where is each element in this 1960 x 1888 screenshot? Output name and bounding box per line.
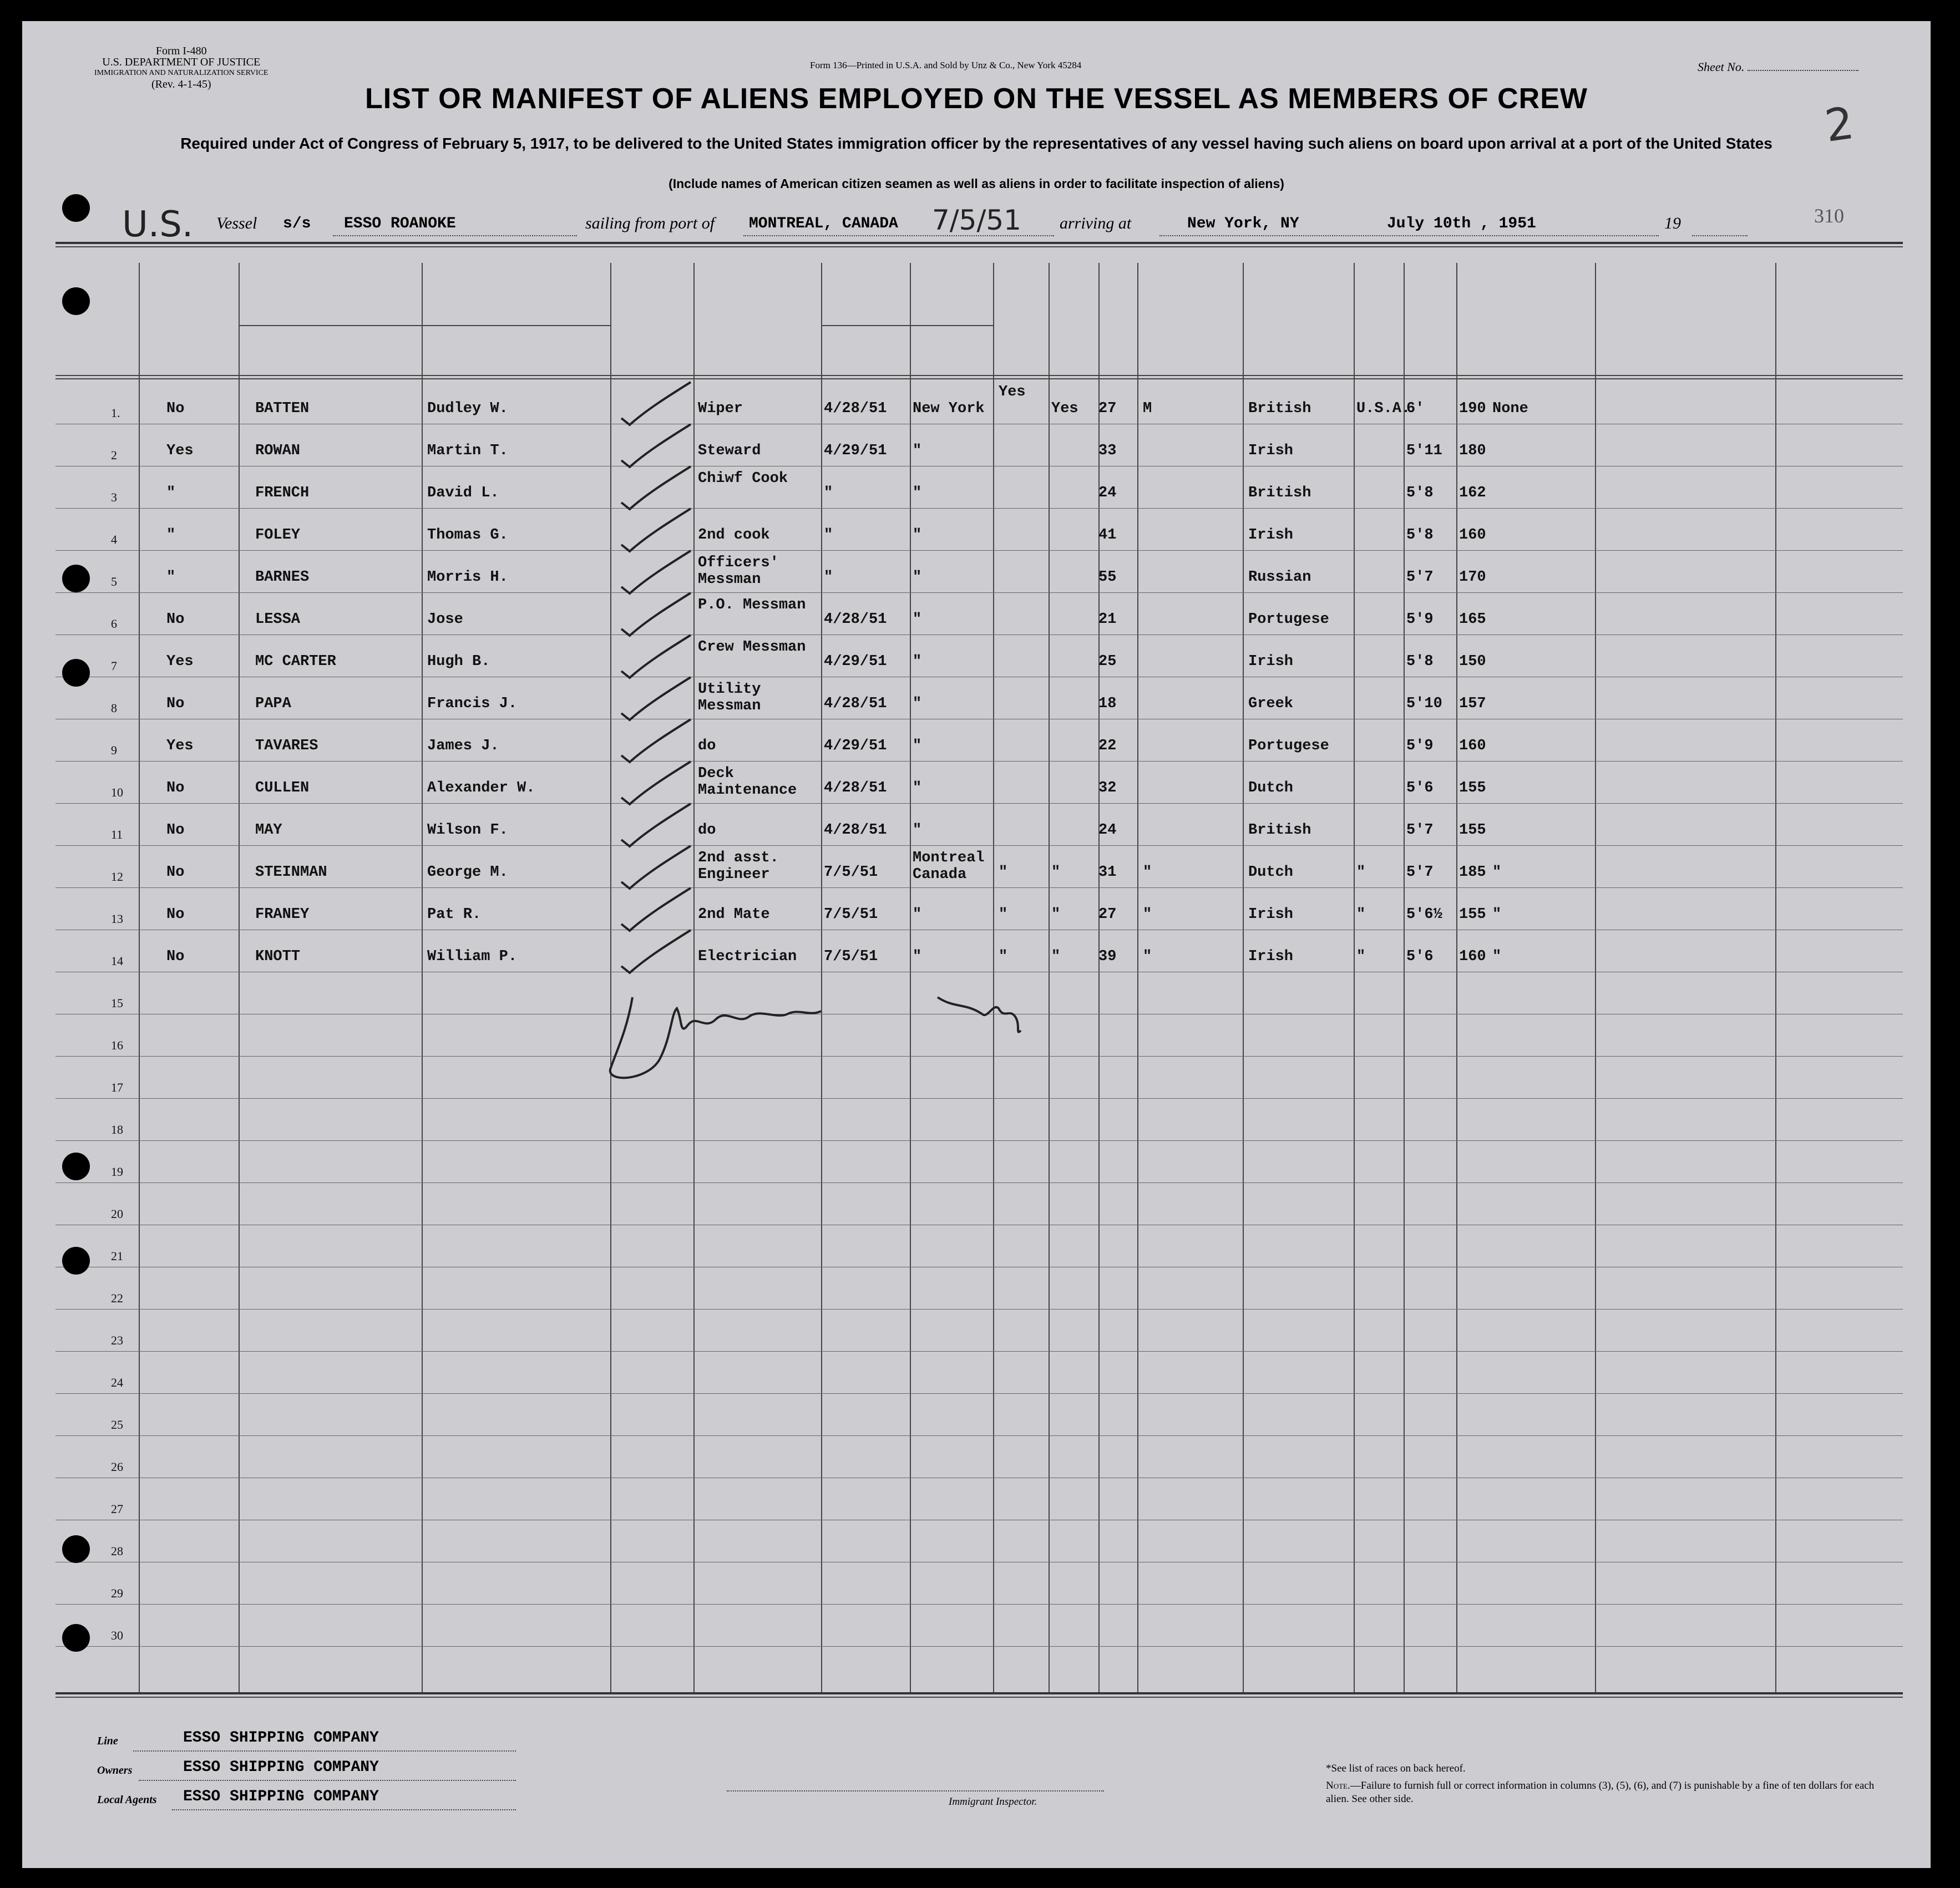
year-label: 19	[1664, 214, 1681, 232]
cell-sex: "	[1143, 906, 1152, 923]
cell-where: "	[913, 611, 922, 628]
cell-position: Officers' Messman	[698, 555, 779, 588]
cell-sex: M	[1143, 400, 1152, 417]
cell-where: "	[913, 780, 922, 796]
cell-age: 22	[1098, 738, 1117, 754]
cell-age: 27	[1098, 906, 1117, 923]
row-line	[55, 550, 1903, 551]
cell-age: 21	[1098, 611, 1117, 628]
cell-where: "	[913, 822, 922, 839]
handwritten-date: 7/5/51	[932, 204, 1021, 236]
row-line	[55, 1098, 1903, 1099]
cell-prev: Yes	[166, 443, 194, 459]
cell-given: Hugh B.	[427, 653, 490, 670]
row-number: 19	[111, 1165, 123, 1179]
cell-prev: No	[166, 400, 185, 417]
row-number: 23	[111, 1333, 123, 1347]
row-number: 22	[111, 1291, 123, 1305]
cell-height: 5'11	[1406, 443, 1442, 459]
cell-weight: 170	[1459, 569, 1486, 586]
cell-when: 4/28/51	[824, 822, 887, 839]
cell-height: 5'7	[1406, 569, 1434, 586]
manifest-table	[55, 242, 1903, 1712]
cell-race: Portugese	[1248, 611, 1329, 628]
cell-age: 39	[1098, 948, 1117, 965]
header-subdivider	[821, 325, 993, 326]
cell-weight: 150	[1459, 653, 1486, 670]
row-number: 18	[111, 1123, 123, 1136]
cell-prev: No	[166, 611, 185, 628]
cell-height: 5'10	[1406, 696, 1442, 712]
cell-position: Chiwf Cook	[698, 470, 788, 487]
cell-race: Dutch	[1248, 864, 1294, 881]
port: MONTREAL, CANADA	[749, 215, 898, 232]
row-number: 8	[111, 701, 117, 715]
punch-hole	[62, 1247, 90, 1275]
punch-hole	[62, 1153, 90, 1180]
cell-family: FRENCH	[255, 485, 310, 501]
cell-read: "	[1051, 948, 1061, 965]
cell-height: 5'8	[1406, 653, 1434, 670]
header-bottom-line	[55, 375, 1903, 376]
cell-age: 24	[1098, 822, 1117, 839]
row-line	[55, 1646, 1903, 1647]
cell-read: "	[1051, 906, 1061, 923]
cell-height: 5'6	[1406, 948, 1434, 965]
row-number: 4	[111, 532, 117, 546]
arriving-port: New York, NY	[1187, 215, 1299, 232]
cell-prev: No	[166, 696, 185, 712]
arriving-label: arriving at	[1060, 214, 1132, 232]
cell-marks: "	[1492, 864, 1502, 881]
row-line	[55, 508, 1903, 509]
cell-nationality: U.S.A.	[1356, 400, 1411, 417]
cell-family: FOLEY	[255, 527, 301, 544]
service: IMMIGRATION AND NATURALIZATION SERVICE	[94, 69, 269, 77]
cell-nationality: "	[1356, 906, 1366, 923]
cell-given: Jose	[427, 611, 463, 628]
department: U.S. DEPARTMENT OF JUSTICE	[102, 56, 261, 68]
cell-prev: No	[166, 822, 185, 839]
cell-position: Steward	[698, 443, 761, 459]
row-number: 14	[111, 954, 123, 968]
arrival-date: July 10th , 1951	[1387, 215, 1536, 232]
cell-family: MC CARTER	[255, 653, 336, 670]
cell-position: do	[698, 822, 716, 839]
cell-weight: 157	[1459, 696, 1486, 712]
cell-given: Wilson F.	[427, 822, 508, 839]
fine-note	[1326, 1779, 1881, 1806]
cell-weight: 162	[1459, 485, 1486, 501]
cell-race: Irish	[1248, 443, 1294, 459]
signature-scribble	[577, 986, 1076, 1092]
owners-label: Owners	[97, 1764, 133, 1777]
row-line	[55, 1604, 1903, 1605]
document-subtitle: Required under Act of Congress of February 5, 1917, to be delivered to the United States immigration officer by the representatives of any vessel having such aliens on board upon arrival at a port of the United States	[180, 135, 1772, 152]
row-line	[55, 761, 1903, 762]
cell-where: "	[913, 696, 922, 712]
cell-race: British	[1248, 822, 1311, 839]
cell-position: Electrician	[698, 948, 797, 965]
handwritten-prefix: U.S.	[122, 204, 194, 245]
cell-where: "	[913, 527, 922, 544]
row-number: 13	[111, 912, 123, 926]
cell-race: Irish	[1248, 527, 1294, 544]
cell-sex: "	[1143, 864, 1152, 881]
cell-where: "	[913, 485, 922, 501]
cell-when: 4/28/51	[824, 780, 887, 796]
cell-family: BATTEN	[255, 400, 310, 417]
vessel-prefix: s/s	[283, 215, 311, 232]
cell-given: William P.	[427, 948, 518, 965]
cell-read: "	[1051, 864, 1061, 881]
name-split-line	[422, 325, 423, 1692]
cell-age: 55	[1098, 569, 1117, 586]
cell-where: "	[913, 569, 922, 586]
row-line	[55, 1393, 1903, 1394]
cell-height: 6'	[1406, 400, 1425, 417]
cell-height: 5'9	[1406, 611, 1434, 628]
cell-when: 4/28/51	[824, 611, 887, 628]
cell-read: Yes	[1051, 400, 1078, 417]
cell-family: BARNES	[255, 569, 310, 586]
sailing-label: sailing from port of	[585, 214, 715, 232]
cell-height: 5'7	[1406, 822, 1434, 839]
page-stamp: 310	[1814, 205, 1844, 227]
row-line	[55, 887, 1903, 888]
cell-race: Greek	[1248, 696, 1294, 712]
cell-marks: "	[1492, 906, 1502, 923]
cell-family: LESSA	[255, 611, 301, 628]
cell-given: Francis J.	[427, 696, 518, 712]
line-value: ESSO SHIPPING COMPANY	[183, 1729, 379, 1747]
cell-race: Portugese	[1248, 738, 1329, 754]
cell-family: CULLEN	[255, 780, 310, 796]
row-number: 12	[111, 870, 123, 884]
cell-prev: "	[166, 485, 176, 501]
printer-line: Form 136—Printed in U.S.A. and Sold by Unz & Co., New York 45284	[810, 60, 1082, 70]
row-number: 25	[111, 1418, 123, 1432]
cell-weight: 160	[1459, 948, 1486, 965]
cell-when: 4/28/51	[824, 696, 887, 712]
cell-race: British	[1248, 485, 1311, 501]
cell-given: Martin T.	[427, 443, 508, 459]
cell-family: KNOTT	[255, 948, 301, 965]
cell-height: 5'9	[1406, 738, 1434, 754]
cell-given: Alexander W.	[427, 780, 535, 796]
document-title: LIST OR MANIFEST OF ALIENS EMPLOYED ON THE VESSEL AS MEMBERS OF CREW	[365, 83, 1588, 115]
header-subdivider	[239, 325, 610, 326]
cell-given: Dudley W.	[427, 400, 508, 417]
vessel-name: ESSO ROANOKE	[344, 215, 456, 232]
agents-label: Local Agents	[97, 1794, 157, 1806]
cell-prev: "	[166, 527, 176, 544]
cell-weight: 155	[1459, 780, 1486, 796]
cell-where: "	[913, 653, 922, 670]
row-line	[55, 1182, 1903, 1183]
cell-when: "	[824, 527, 833, 544]
row-number: 26	[111, 1460, 123, 1474]
note-text: —Failure to furnish full or correct information in columns (3), (5), (6), and (7) is punishable by a fine of ten dollars for each alien. See other side.	[1326, 1780, 1875, 1805]
row-number: 3	[111, 490, 117, 504]
cell-family: PAPA	[255, 696, 291, 712]
sheet-label: Sheet No.	[1698, 60, 1745, 74]
cell-race: Irish	[1248, 948, 1294, 965]
cell-age: 41	[1098, 527, 1117, 544]
cell-position: Utility Messman	[698, 681, 761, 714]
cell-weight: 160	[1459, 738, 1486, 754]
note-label: Note.	[1326, 1780, 1350, 1791]
cell-prev: No	[166, 906, 185, 923]
vessel-line	[22, 204, 1931, 245]
cell-given: Morris H.	[427, 569, 508, 586]
cell-prev: Yes	[166, 738, 194, 754]
row-number: 17	[111, 1080, 123, 1094]
row-number: 1.	[111, 406, 120, 420]
row-number: 16	[111, 1038, 123, 1052]
cell-position: Wiper	[698, 400, 743, 417]
cell-position: Crew Messman	[698, 639, 806, 656]
cell-when: 7/5/51	[824, 864, 878, 881]
cell-race: Irish	[1248, 653, 1294, 670]
cell-nationality: "	[1356, 864, 1366, 881]
cell-where: "	[913, 906, 922, 923]
vessel-label: Vessel	[216, 214, 257, 232]
cell-when: 4/29/51	[824, 443, 887, 459]
cell-marks: None	[1492, 400, 1528, 417]
cell-when: 4/29/51	[824, 738, 887, 754]
cell-given: Thomas G.	[427, 527, 508, 544]
cell-position: do	[698, 738, 716, 754]
cell-age: 31	[1098, 864, 1117, 881]
cell-weight: 165	[1459, 611, 1486, 628]
cell-given: David L.	[427, 485, 499, 501]
punch-hole	[62, 287, 90, 315]
owners-value: ESSO SHIPPING COMPANY	[183, 1759, 379, 1776]
form-number: Form I-480	[155, 45, 207, 57]
cell-height: 5'6	[1406, 780, 1434, 796]
races-note: *See list of races on back hereof.	[1326, 1763, 1466, 1774]
cell-given: George M.	[427, 864, 508, 881]
row-number: 5	[111, 575, 117, 588]
punch-hole	[62, 565, 90, 592]
cell-discharged: "	[999, 948, 1008, 965]
cell-race: Irish	[1248, 906, 1294, 923]
cell-discharged: "	[999, 864, 1008, 881]
row-number: 11	[111, 828, 123, 841]
row-number: 10	[111, 785, 123, 799]
cell-position: P.O. Messman	[698, 597, 806, 613]
cell-when: "	[824, 569, 833, 586]
revision: (Rev. 4-1-45)	[151, 78, 211, 90]
cell-race: Dutch	[1248, 780, 1294, 796]
cell-where: "	[913, 738, 922, 754]
punch-hole	[62, 1535, 90, 1563]
cell-nationality: "	[1356, 948, 1366, 965]
inspector-label: Immigrant Inspector.	[949, 1796, 1037, 1808]
cell-weight: 155	[1459, 822, 1486, 839]
row-line	[55, 1435, 1903, 1436]
cell-age: 27	[1098, 400, 1117, 417]
row-number: 30	[111, 1628, 123, 1642]
cell-prev: "	[166, 569, 176, 586]
punch-hole	[62, 194, 90, 222]
row-number: 21	[111, 1249, 123, 1263]
cell-when: "	[824, 485, 833, 501]
cell-age: 32	[1098, 780, 1117, 796]
cell-where: "	[913, 948, 922, 965]
row-line	[55, 1351, 1903, 1352]
cell-prev: No	[166, 780, 185, 796]
cell-age: 18	[1098, 696, 1117, 712]
row-line	[55, 592, 1903, 593]
punch-hole	[62, 659, 90, 687]
row-line	[55, 1309, 1903, 1310]
row-number: 2	[111, 448, 117, 462]
cell-when: 7/5/51	[824, 906, 878, 923]
cell-weight: 190	[1459, 400, 1486, 417]
handwritten-sheet: 2	[1821, 97, 1857, 153]
sheet-number	[1698, 60, 1858, 74]
cell-given: James J.	[427, 738, 499, 754]
cell-weight: 185	[1459, 864, 1486, 881]
row-number: 9	[111, 743, 117, 757]
cell-height: 5'6½	[1406, 906, 1442, 923]
line-label: Line	[97, 1735, 118, 1747]
row-number: 27	[111, 1502, 123, 1516]
cell-prev: No	[166, 948, 185, 965]
row-line	[55, 1140, 1903, 1141]
row-number: 7	[111, 659, 117, 673]
cell-age: 24	[1098, 485, 1117, 501]
header-bottom-line	[55, 378, 1903, 379]
punch-hole	[62, 1624, 90, 1652]
row-line	[55, 803, 1903, 804]
cell-sex: "	[1143, 948, 1152, 965]
cell-when: 4/28/51	[824, 400, 887, 417]
cell-family: STEINMAN	[255, 864, 327, 881]
cell-age: 25	[1098, 653, 1117, 670]
cell-race: Russian	[1248, 569, 1311, 586]
cell-position: Deck Maintenance	[698, 765, 797, 799]
cell-family: MAY	[255, 822, 282, 839]
cell-height: 5'8	[1406, 527, 1434, 544]
row-number: 29	[111, 1586, 123, 1600]
cell-position: 2nd cook	[698, 527, 770, 544]
cell-discharged: "	[999, 906, 1008, 923]
row-number: 28	[111, 1544, 123, 1558]
cell-weight: 160	[1459, 527, 1486, 544]
cell-where: Montreal Canada	[913, 850, 985, 883]
cell-where: New York	[913, 400, 985, 417]
agents-value: ESSO SHIPPING COMPANY	[183, 1788, 379, 1805]
cell-prev: Yes	[166, 653, 194, 670]
row-number: 24	[111, 1376, 123, 1389]
cell-position: 2nd Mate	[698, 906, 770, 923]
cell-age: 33	[1098, 443, 1117, 459]
cell-prev: No	[166, 864, 185, 881]
row-number: 15	[111, 996, 123, 1010]
cell-family: ROWAN	[255, 443, 301, 459]
cell-height: 5'8	[1406, 485, 1434, 501]
row-number: 6	[111, 617, 117, 631]
cell-marks: "	[1492, 948, 1502, 965]
cell-position: 2nd asst. Engineer	[698, 850, 779, 883]
cell-when: 7/5/51	[824, 948, 878, 965]
cell-family: TAVARES	[255, 738, 318, 754]
cell-when: 4/29/51	[824, 653, 887, 670]
cell-where: "	[913, 443, 922, 459]
row-number: 20	[111, 1207, 123, 1221]
cell-weight: 180	[1459, 443, 1486, 459]
cell-given: Pat R.	[427, 906, 482, 923]
cell-discharged: Yes	[999, 384, 1026, 400]
row-line	[55, 845, 1903, 846]
cell-race: British	[1248, 400, 1311, 417]
cell-height: 5'7	[1406, 864, 1434, 881]
document-note: (Include names of American citizen seamen as well as aliens in order to facilitate inspection of aliens)	[668, 176, 1284, 191]
checkmark-icon	[619, 927, 696, 977]
cell-weight: 155	[1459, 906, 1486, 923]
manifest-sheet	[22, 21, 1931, 1868]
cell-family: FRANEY	[255, 906, 310, 923]
